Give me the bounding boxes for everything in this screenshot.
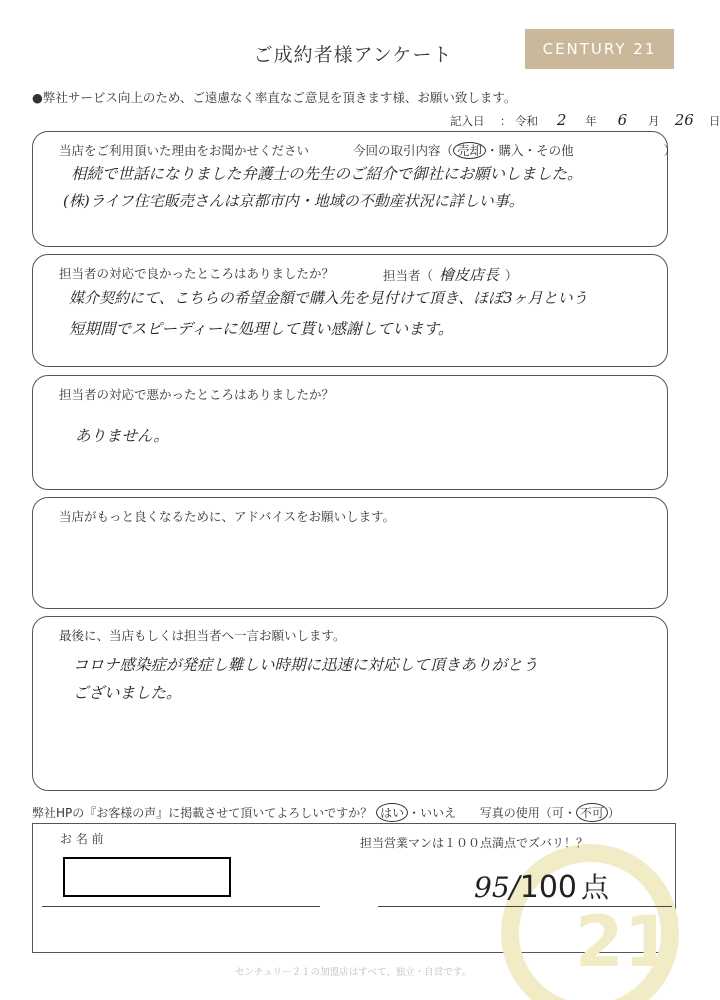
score-max: 100 <box>519 870 578 905</box>
q5-answer-line: コロナ感染症が発症し難しい時期に迅速に対応して頂きありがとう <box>73 656 539 674</box>
q1-box <box>32 131 677 247</box>
name-redaction-box <box>63 857 231 897</box>
name-underline <box>42 906 320 907</box>
q1-deal <box>353 141 676 159</box>
publish-no-option: いいえ <box>420 806 457 820</box>
footer-note: センチュリー２１の加盟店はすべて、独立・自営です。 <box>234 967 472 978</box>
photo-ok-option: 可 <box>551 806 564 820</box>
name-label: お 名 前 <box>60 832 104 846</box>
date-year-value: 2 <box>556 111 567 129</box>
intro-text: ●弊社サービス向上のため、ご遠慮なく率直なご意見を頂きます様、お願い致します。 <box>32 90 517 105</box>
q4-box <box>32 497 668 609</box>
q1-answer-line: (株)ライフ住宅販売さんは京都市内・地域の不動産状況に詳しい事。 <box>63 192 524 210</box>
date-month-unit: 月 <box>648 114 660 128</box>
photo-ng-option: 不可 <box>576 803 608 822</box>
q2-question: 担当者の対応で良かったところはありましたか？ <box>59 266 335 281</box>
q2-box <box>32 254 668 367</box>
date-era: 令和 <box>514 114 538 128</box>
q1-deal-sep: ・ <box>486 143 499 158</box>
q4-question: 当店がもっと良くなるために、アドバイスをお願いします。 <box>59 509 396 524</box>
q2-answer-line: 媒介契約にて、こちらの希望金額で購入先を見付けて頂き、ほぼ3ヶ月という <box>69 289 588 307</box>
date-row <box>450 111 720 129</box>
q5-answer-line: ございました。 <box>73 684 182 702</box>
q1-answer-line: 相続で世話になりました弁護士の先生のご紹介で御社にお願いしました。 <box>71 165 583 183</box>
q2-staff <box>383 264 518 285</box>
score-slash: / <box>509 870 520 905</box>
q3-question: 担当者の対応で悪かったところはありましたか？ <box>59 387 335 402</box>
publish-question: 弊社HPの『お客様の声』に掲載させて頂いてよろしいですか？ <box>32 806 373 820</box>
date-colon: ： <box>499 114 512 128</box>
score-value: 95 <box>474 871 510 904</box>
century21-logo: CENTURY 21 <box>525 29 674 69</box>
q2-staff-label: 担当者（ <box>383 268 434 283</box>
form-title: ご成約者様アンケート <box>253 44 453 66</box>
q5-box <box>32 616 668 791</box>
date-month-value: 6 <box>617 111 628 129</box>
date-year-unit: 年 <box>585 114 597 128</box>
q1-deal-option-buy: 購入 <box>498 143 524 158</box>
q3-answer: ありません。 <box>75 427 169 445</box>
score-question: 担当営業マンは１００点満点でズバリ！？ <box>360 836 589 850</box>
q2-answer-line: 短期間でスピーディーに処理して貰い感謝しています。 <box>69 320 454 338</box>
date-day-unit: 日 <box>708 114 720 128</box>
publish-yes-option: はい <box>376 803 408 822</box>
date-day-value: 26 <box>674 111 694 129</box>
date-label: 記入日 <box>450 114 485 128</box>
q1-deal-label: 今回の取引内容（ <box>353 143 454 158</box>
q1-deal-close: ） <box>663 143 677 158</box>
score-unit: 点 <box>581 871 610 904</box>
publish-row <box>32 803 620 822</box>
photo-sep: ・ <box>563 806 576 820</box>
q1-deal-option-sell: 売却 <box>453 142 486 159</box>
q1-question: 当店をご利用頂いた理由をお聞かせください <box>59 143 310 158</box>
score-underline <box>378 906 672 907</box>
q2-staff-name: 檜皮店長 <box>439 266 500 284</box>
q5-question: 最後に、当店もしくは担当者へ一言お願いします。 <box>59 628 346 643</box>
q1-deal-sep: ・ <box>523 143 537 158</box>
photo-close: ） <box>607 806 620 820</box>
q1-deal-option-other: その他 <box>536 143 574 158</box>
publish-sep: ・ <box>408 806 421 820</box>
score-row <box>474 866 609 906</box>
svg-text:21: 21 <box>575 901 673 983</box>
q2-staff-close: ） <box>505 268 518 283</box>
q3-box <box>32 375 668 490</box>
photo-label: 写真の使用（ <box>479 806 552 820</box>
